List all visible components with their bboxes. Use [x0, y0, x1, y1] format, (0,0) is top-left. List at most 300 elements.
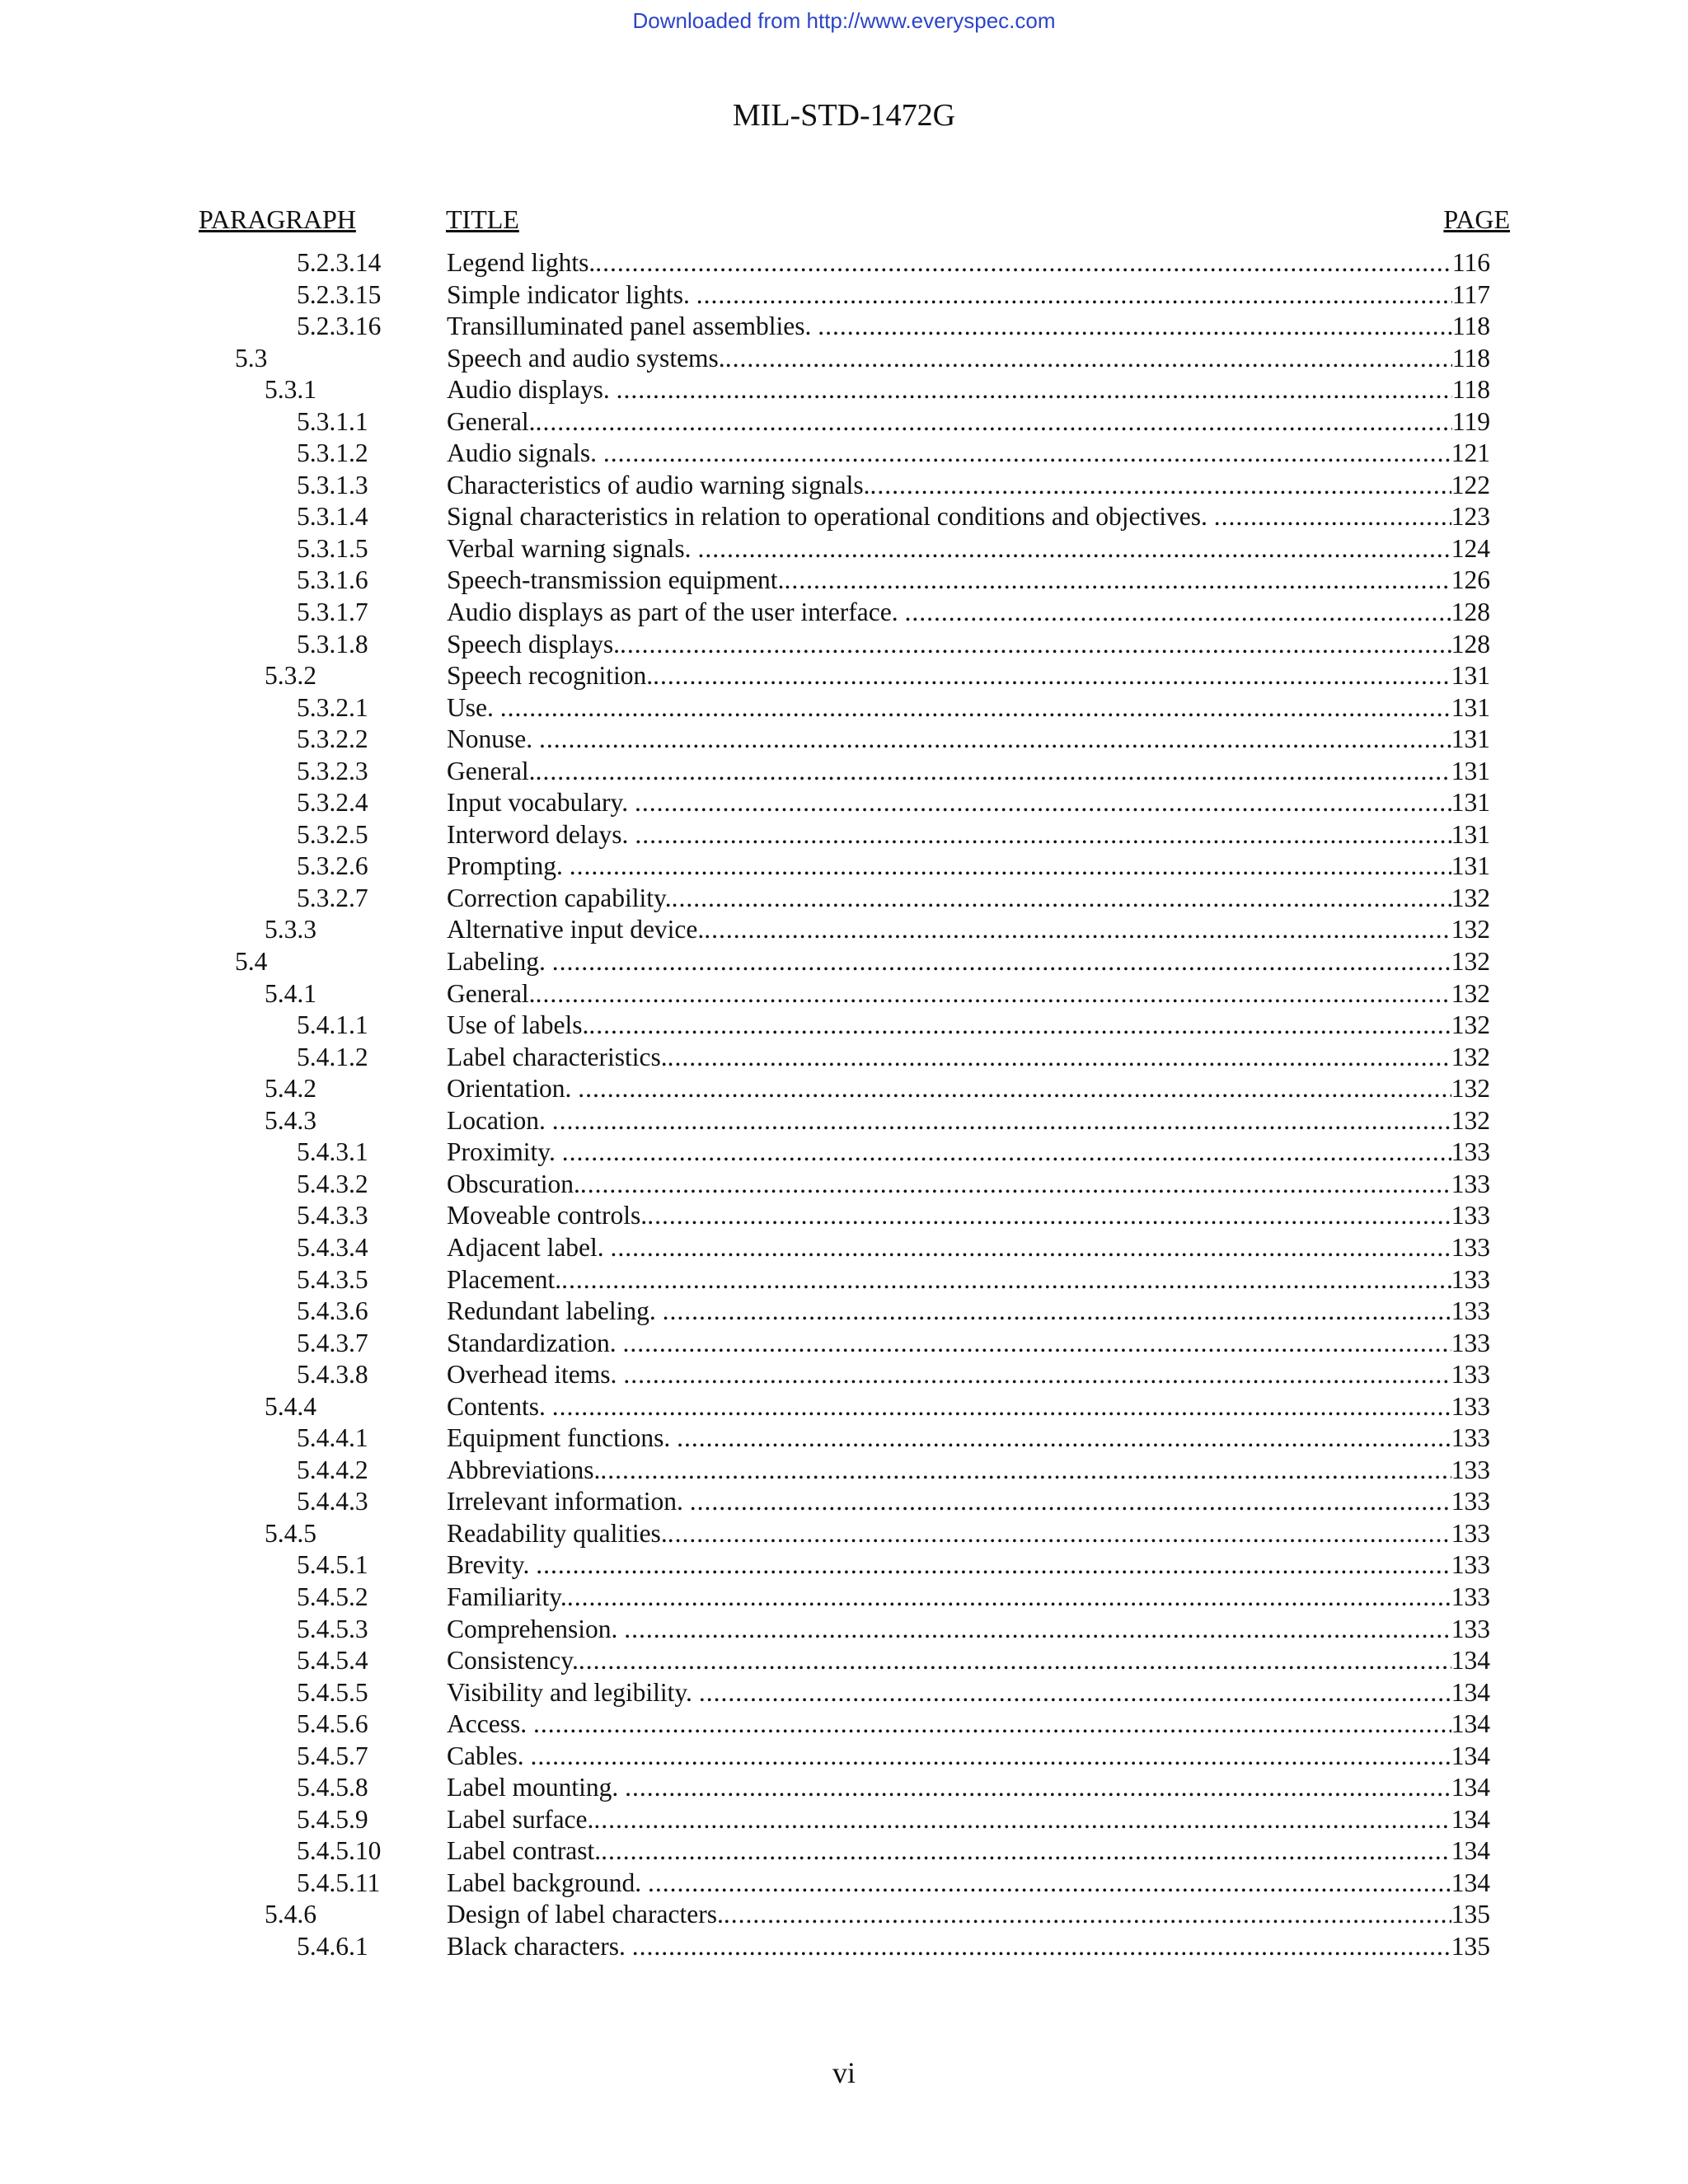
toc-entry-line: [447, 311, 1490, 343]
toc-page-number: 132: [1451, 1010, 1490, 1040]
toc-dot-leader: [904, 597, 1451, 629]
toc-entry[interactable]: [0, 978, 1688, 1010]
toc-dot-leader: [593, 1804, 1451, 1836]
toc-entry[interactable]: [0, 883, 1688, 915]
toc-entry[interactable]: [0, 1455, 1688, 1487]
toc-paragraph-number: 5.3.1.1: [297, 406, 368, 436]
toc-title: Labeling.: [447, 947, 552, 977]
toc-title: Label surface.: [447, 1804, 594, 1834]
toc-entry[interactable]: [0, 787, 1688, 819]
toc-entry[interactable]: [0, 1137, 1688, 1169]
toc-dot-leader: [600, 1455, 1451, 1487]
toc-entry-line: [447, 787, 1490, 819]
toc-title: Black characters.: [447, 1931, 632, 1961]
toc-dot-leader: [500, 692, 1451, 724]
toc-entry-line: [447, 1422, 1490, 1455]
toc-page-number: 133: [1451, 1296, 1490, 1326]
toc-dot-leader: [696, 279, 1452, 312]
download-source-watermark[interactable]: Downloaded from http://www.everyspec.com: [632, 8, 1056, 33]
toc-page-number: 135: [1451, 1900, 1490, 1929]
toc-page-number: 118: [1451, 343, 1490, 373]
toc-page-number: 132: [1451, 883, 1490, 912]
toc-dot-leader: [562, 1137, 1451, 1169]
toc-title: Contents.: [447, 1391, 552, 1421]
toc-paragraph-number: 5.4.5.4: [297, 1646, 368, 1675]
toc-dot-leader: [725, 343, 1452, 375]
toc-title: Speech and audio systems.: [447, 343, 725, 373]
toc-entry[interactable]: [0, 438, 1688, 470]
toc-entry[interactable]: [0, 1391, 1688, 1423]
toc-dot-leader: [539, 724, 1451, 756]
toc-paragraph-number: 5.4.1: [265, 978, 316, 1008]
toc-title: Obscuration.: [447, 1169, 580, 1198]
toc-entry[interactable]: [0, 660, 1688, 692]
toc-paragraph-number: 5.4.6.1: [297, 1931, 368, 1961]
toc-paragraph-number: 5.3.1.6: [297, 565, 368, 595]
toc-paragraph-number: 5.4.5.3: [297, 1614, 368, 1643]
toc-page-number: 133: [1451, 1423, 1490, 1453]
toc-entry-line: [447, 1042, 1490, 1074]
toc-page-number: 134: [1451, 1677, 1490, 1707]
toc-title: Access.: [447, 1709, 533, 1739]
toc-page-number: 116: [1451, 248, 1490, 277]
toc-title: Signal characteristics in relation to operational conditions and objectives.: [447, 502, 1214, 532]
toc-title: Placement.: [447, 1264, 562, 1294]
toc-paragraph-number: 5.3.2.1: [297, 692, 368, 722]
toc-paragraph-number: 5.3.1.3: [297, 470, 368, 499]
toc-page-number: 117: [1451, 279, 1490, 309]
toc-dot-leader: [668, 1042, 1451, 1074]
toc-title: Abbreviations.: [447, 1455, 601, 1484]
toc-paragraph-number: 5.3.2: [265, 661, 316, 691]
toc-entry-line: [447, 1073, 1490, 1105]
toc-dot-leader: [818, 311, 1452, 343]
toc-title: Label background.: [447, 1868, 649, 1897]
toc-page-number: 122: [1451, 470, 1490, 499]
toc-dot-leader: [635, 819, 1451, 851]
toc-paragraph-number: 5.3.2.7: [297, 883, 368, 912]
toc-title: Verbal warning signals.: [447, 533, 698, 563]
toc-dot-leader: [625, 1772, 1451, 1804]
toc-title: Familiarity.: [447, 1582, 567, 1611]
toc-paragraph-number: 5.3.2.3: [297, 756, 368, 785]
toc-paragraph-number: 5.4.1.2: [297, 1042, 368, 1071]
toc-page-number: 134: [1451, 1741, 1490, 1770]
document-id-header: MIL-STD-1472G: [732, 98, 956, 133]
toc-title: Design of label characters.: [447, 1900, 724, 1929]
toc-title: Transilluminated panel assemblies.: [447, 312, 818, 341]
toc-page-number: 123: [1451, 502, 1490, 532]
toc-page-number: 133: [1451, 1518, 1490, 1548]
toc-paragraph-number: 5.4.4.2: [297, 1455, 368, 1484]
toc-dot-leader: [552, 1391, 1451, 1423]
toc-paragraph-number: 5.3.1.4: [297, 502, 368, 532]
toc-title: Legend lights.: [447, 248, 596, 277]
toc-title: Cables.: [447, 1741, 531, 1770]
toc-page-number: 131: [1451, 851, 1490, 881]
toc-title: Interword delays.: [447, 819, 635, 849]
toc-page-number: 132: [1451, 1042, 1490, 1071]
toc-dot-leader: [668, 1518, 1451, 1550]
toc-page-number: 124: [1451, 533, 1490, 563]
toc-entry-line: [447, 1804, 1490, 1836]
toc-entry-line: [447, 1137, 1490, 1169]
toc-entry[interactable]: [0, 1169, 1688, 1201]
toc-entry-line: [447, 1264, 1490, 1296]
toc-dot-leader: [623, 1359, 1451, 1391]
toc-dot-leader: [579, 1645, 1451, 1677]
toc-entry[interactable]: [0, 311, 1688, 343]
toc-entry-line: [447, 1359, 1490, 1391]
toc-entry-line: [447, 1232, 1490, 1264]
toc-paragraph-number: 5.3.3: [265, 915, 316, 944]
toc-entry-line: [447, 1455, 1490, 1487]
toc-entry-line: [447, 629, 1490, 661]
toc-entry[interactable]: [0, 501, 1688, 533]
toc-dot-leader: [724, 1899, 1451, 1931]
toc-page-number: 133: [1451, 1455, 1490, 1484]
toc-entry[interactable]: [0, 1200, 1688, 1232]
toc-paragraph-number: 5.4.5: [265, 1518, 316, 1548]
toc-entry-line: [447, 1200, 1490, 1232]
toc-page-number: 133: [1451, 1391, 1490, 1421]
toc-paragraph-number: 5.3.2.4: [297, 788, 368, 818]
toc-title: Simple indicator lights.: [447, 279, 696, 309]
toc-page-number: 133: [1451, 1487, 1490, 1516]
toc-page-number: 126: [1451, 565, 1490, 595]
toc-paragraph-number: 5.4.5.2: [297, 1582, 368, 1611]
toc-title: Comprehension.: [447, 1614, 625, 1643]
toc-entry-line: [447, 660, 1490, 692]
toc-paragraph-number: 5.4.3.3: [297, 1201, 368, 1230]
toc-entry[interactable]: [0, 247, 1688, 279]
toc-page-number: 131: [1451, 756, 1490, 785]
toc-paragraph-number: 5.2.3.14: [297, 248, 382, 277]
toc-dot-leader: [677, 1422, 1451, 1455]
toc-paragraph-number: 5.2.3.16: [297, 312, 382, 341]
toc-entry[interactable]: [0, 851, 1688, 883]
toc-title: Readability qualities.: [447, 1518, 668, 1548]
toc-dot-leader: [611, 1232, 1451, 1264]
toc-page-number: 131: [1451, 724, 1490, 754]
toc-entry-line: [447, 597, 1490, 629]
toc-entry[interactable]: [0, 279, 1688, 312]
toc-dot-leader: [536, 978, 1451, 1010]
table-of-contents: [0, 247, 1688, 1963]
toc-dot-leader: [617, 374, 1452, 406]
toc-paragraph-number: 5.4.5.10: [297, 1836, 382, 1866]
toc-dot-leader: [1214, 501, 1451, 533]
toc-title: General.: [447, 978, 536, 1008]
toc-dot-leader: [570, 851, 1451, 883]
toc-entry-line: [447, 1296, 1490, 1328]
toc-paragraph-number: 5.4.5.1: [297, 1550, 368, 1580]
toc-entry-line: [447, 1741, 1490, 1773]
toc-entry-line: [447, 756, 1490, 788]
toc-title: Equipment functions.: [447, 1423, 678, 1453]
toc-page-number: 133: [1451, 1582, 1490, 1611]
toc-page-number: 133: [1451, 1232, 1490, 1262]
toc-page-number: 134: [1451, 1804, 1490, 1834]
toc-dot-leader: [870, 470, 1451, 502]
toc-entry-line: [447, 883, 1490, 915]
toc-dot-leader: [663, 1296, 1451, 1328]
toc-entry[interactable]: [0, 1264, 1688, 1296]
page-number: vi: [832, 2056, 856, 2089]
toc-dot-leader: [580, 1169, 1451, 1201]
toc-paragraph-number: 5.4.3.5: [297, 1264, 368, 1294]
toc-dot-leader: [699, 1677, 1451, 1709]
toc-entry[interactable]: [0, 819, 1688, 851]
toc-entry-line: [447, 819, 1490, 851]
toc-entry[interactable]: [0, 470, 1688, 502]
toc-paragraph-number: 5.3.1: [265, 375, 316, 405]
toc-page-number: 133: [1451, 1360, 1490, 1390]
toc-entry-line: [447, 438, 1490, 470]
toc-entry-line: [447, 1549, 1490, 1582]
toc-title: General.: [447, 406, 536, 436]
toc-title: Correction capability.: [447, 883, 672, 912]
toc-dot-leader: [530, 1741, 1451, 1773]
toc-entry[interactable]: [0, 946, 1688, 978]
toc-entry[interactable]: [0, 1042, 1688, 1074]
toc-entry[interactable]: [0, 1868, 1688, 1900]
toc-entry[interactable]: [0, 1645, 1688, 1677]
toc-paragraph-number: 5.4.1.1: [297, 1010, 368, 1040]
toc-entry-line: [447, 1772, 1490, 1804]
toc-page-number: 128: [1451, 629, 1490, 658]
toc-paragraph-number: 5.4: [235, 947, 268, 977]
toc-title: Standardization.: [447, 1328, 623, 1357]
toc-paragraph-number: 5.4.3: [265, 1105, 316, 1135]
toc-dot-leader: [567, 1582, 1451, 1614]
toc-entry-line: [447, 1010, 1490, 1042]
toc-page-number: 131: [1451, 661, 1490, 691]
toc-entry-line: [447, 565, 1490, 597]
column-header-title: TITLE: [446, 204, 519, 234]
toc-paragraph-number: 5.2.3.15: [297, 279, 382, 309]
toc-entry-line: [447, 1708, 1490, 1741]
toc-paragraph-number: 5.4.3.1: [297, 1137, 368, 1167]
toc-entry[interactable]: [0, 1741, 1688, 1773]
toc-paragraph-number: 5.4.5.7: [297, 1741, 368, 1770]
toc-entry-line: [447, 374, 1490, 406]
toc-title: Brevity.: [447, 1550, 537, 1580]
toc-entry[interactable]: [0, 597, 1688, 629]
toc-entry[interactable]: [0, 1772, 1688, 1804]
toc-paragraph-number: 5.4.5.9: [297, 1804, 368, 1834]
toc-page-number: 133: [1451, 1614, 1490, 1643]
toc-title: Visibility and legibility.: [447, 1677, 699, 1707]
toc-dot-leader: [690, 1486, 1451, 1518]
toc-dot-leader: [647, 1200, 1451, 1232]
toc-page-number: 134: [1451, 1709, 1490, 1739]
toc-entry-line: [447, 851, 1490, 883]
toc-entry-line: [447, 914, 1490, 946]
toc-entry[interactable]: [0, 1677, 1688, 1709]
toc-entry[interactable]: [0, 1708, 1688, 1741]
toc-entry-line: [447, 692, 1490, 724]
toc-paragraph-number: 5.3.2.6: [297, 851, 368, 881]
toc-entry[interactable]: [0, 1073, 1688, 1105]
toc-entry-line: [447, 406, 1490, 438]
toc-page-number: 133: [1451, 1328, 1490, 1357]
toc-page-number: 134: [1451, 1773, 1490, 1802]
toc-entry[interactable]: [0, 1232, 1688, 1264]
toc-page-number: 132: [1451, 947, 1490, 977]
column-header-paragraph: PARAGRAPH: [199, 204, 356, 234]
toc-title: Label contrast.: [447, 1836, 602, 1866]
toc-entry[interactable]: [0, 1296, 1688, 1328]
toc-title: Proximity.: [447, 1137, 562, 1167]
toc-dot-leader: [653, 660, 1451, 692]
toc-paragraph-number: 5.4.4.1: [297, 1423, 368, 1453]
toc-entry-line: [447, 1518, 1490, 1550]
toc-title: Speech displays.: [447, 629, 620, 658]
toc-entry[interactable]: [0, 1804, 1688, 1836]
toc-entry-line: [447, 1105, 1490, 1137]
toc-paragraph-number: 5.4.3.6: [297, 1296, 368, 1326]
toc-title: Nonuse.: [447, 724, 539, 754]
toc-page-number: 118: [1451, 312, 1490, 341]
toc-entry[interactable]: [0, 1328, 1688, 1360]
toc-page-number: 135: [1451, 1931, 1490, 1961]
toc-dot-leader: [552, 946, 1451, 978]
toc-entry[interactable]: [0, 692, 1688, 724]
toc-title: Audio signals.: [447, 438, 603, 468]
toc-dot-leader: [784, 565, 1451, 597]
toc-entry-line: [447, 1835, 1490, 1868]
toc-paragraph-number: 5.4.5.5: [297, 1677, 368, 1707]
toc-entry-line: [447, 978, 1490, 1010]
toc-page-number: 118: [1451, 375, 1490, 405]
toc-page-number: 119: [1451, 406, 1490, 436]
toc-entry[interactable]: [0, 1105, 1688, 1137]
toc-entry[interactable]: [0, 1931, 1688, 1963]
column-header-page: PAGE: [1443, 204, 1510, 234]
toc-entry-line: [447, 1486, 1490, 1518]
toc-paragraph-number: 5.4.4: [265, 1391, 316, 1421]
toc-dot-leader: [620, 629, 1451, 661]
toc-dot-leader: [635, 787, 1451, 819]
toc-paragraph-number: 5.4.5.11: [297, 1868, 381, 1897]
toc-dot-leader: [533, 1708, 1451, 1741]
toc-title: Audio displays as part of the user interface.: [447, 598, 905, 627]
toc-entry-line: [447, 1899, 1490, 1931]
toc-entry[interactable]: [0, 1359, 1688, 1391]
toc-entry-line: [447, 533, 1490, 565]
toc-entry-line: [447, 343, 1490, 375]
toc-title: Speech-transmission equipment.: [447, 565, 785, 595]
toc-dot-leader: [704, 914, 1451, 946]
toc-page-number: 133: [1451, 1550, 1490, 1580]
toc-entry-line: [447, 501, 1490, 533]
toc-entry[interactable]: [0, 1010, 1688, 1042]
toc-entry-line: [447, 1868, 1490, 1900]
toc-entry-line: [447, 1645, 1490, 1677]
toc-page-number: 131: [1451, 819, 1490, 849]
toc-dot-leader: [536, 406, 1452, 438]
toc-entry-line: [447, 1931, 1490, 1963]
toc-dot-leader: [632, 1931, 1451, 1963]
toc-entry[interactable]: [0, 724, 1688, 756]
toc-page-number: 132: [1451, 915, 1490, 944]
toc-entry-line: [447, 724, 1490, 756]
toc-page-number: 131: [1451, 788, 1490, 818]
toc-entry-line: [447, 1582, 1490, 1614]
toc-paragraph-number: 5.4.5.6: [297, 1709, 368, 1739]
toc-entry-line: [447, 946, 1490, 978]
toc-entry[interactable]: [0, 533, 1688, 565]
toc-paragraph-number: 5.3: [235, 343, 268, 373]
toc-paragraph-number: 5.3.1.7: [297, 598, 368, 627]
toc-title: Adjacent label.: [447, 1232, 611, 1262]
toc-paragraph-number: 5.4.4.3: [297, 1487, 368, 1516]
toc-dot-leader: [588, 1010, 1451, 1042]
toc-entry[interactable]: [0, 756, 1688, 788]
toc-entry[interactable]: [0, 1422, 1688, 1455]
toc-paragraph-number: 5.4.6: [265, 1900, 316, 1929]
toc-entry-line: [447, 470, 1490, 502]
toc-dot-leader: [603, 438, 1451, 470]
toc-page-number: 132: [1451, 1074, 1490, 1104]
toc-entry[interactable]: [0, 1518, 1688, 1550]
toc-paragraph-number: 5.3.2.5: [297, 819, 368, 849]
toc-entry[interactable]: [0, 1486, 1688, 1518]
toc-entry[interactable]: [0, 629, 1688, 661]
toc-dot-leader: [622, 1328, 1451, 1360]
toc-entry[interactable]: [0, 406, 1688, 438]
toc-dot-leader: [601, 1835, 1451, 1868]
toc-title: Label characteristics.: [447, 1042, 668, 1071]
toc-paragraph-number: 5.3.1.8: [297, 629, 368, 658]
toc-dot-leader: [697, 533, 1451, 565]
toc-page-number: 132: [1451, 1105, 1490, 1135]
toc-entry-line: [447, 247, 1490, 279]
toc-paragraph-number: 5.3.2.2: [297, 724, 368, 754]
toc-page-number: 121: [1451, 438, 1490, 468]
toc-page-number: 133: [1451, 1264, 1490, 1294]
toc-paragraph-number: 5.4.3.2: [297, 1169, 368, 1198]
toc-dot-leader: [624, 1614, 1451, 1646]
toc-entry[interactable]: [0, 1899, 1688, 1931]
toc-entry[interactable]: [0, 565, 1688, 597]
toc-entry[interactable]: [0, 1614, 1688, 1646]
toc-page-number: 128: [1451, 598, 1490, 627]
toc-entry[interactable]: [0, 1549, 1688, 1582]
toc-entry[interactable]: [0, 914, 1688, 946]
toc-paragraph-number: 5.4.2: [265, 1074, 316, 1104]
toc-entry-line: [447, 1169, 1490, 1201]
toc-title: Location.: [447, 1105, 552, 1135]
toc-title: Use.: [447, 692, 500, 722]
toc-entry[interactable]: [0, 343, 1688, 375]
toc-title: Orientation.: [447, 1074, 579, 1104]
toc-page-number: 132: [1451, 978, 1490, 1008]
toc-entry-line: [447, 1614, 1490, 1646]
toc-title: Audio displays.: [447, 375, 617, 405]
toc-page-number: 131: [1451, 692, 1490, 722]
toc-entry[interactable]: [0, 374, 1688, 406]
toc-dot-leader: [561, 1264, 1451, 1296]
toc-entry[interactable]: [0, 1835, 1688, 1868]
toc-title: Overhead items.: [447, 1360, 624, 1390]
toc-dot-leader: [595, 247, 1452, 279]
toc-dot-leader: [536, 756, 1451, 788]
toc-paragraph-number: 5.4.3.7: [297, 1328, 368, 1357]
toc-entry[interactable]: [0, 1582, 1688, 1614]
toc-title: Characteristics of audio warning signals.: [447, 470, 870, 499]
